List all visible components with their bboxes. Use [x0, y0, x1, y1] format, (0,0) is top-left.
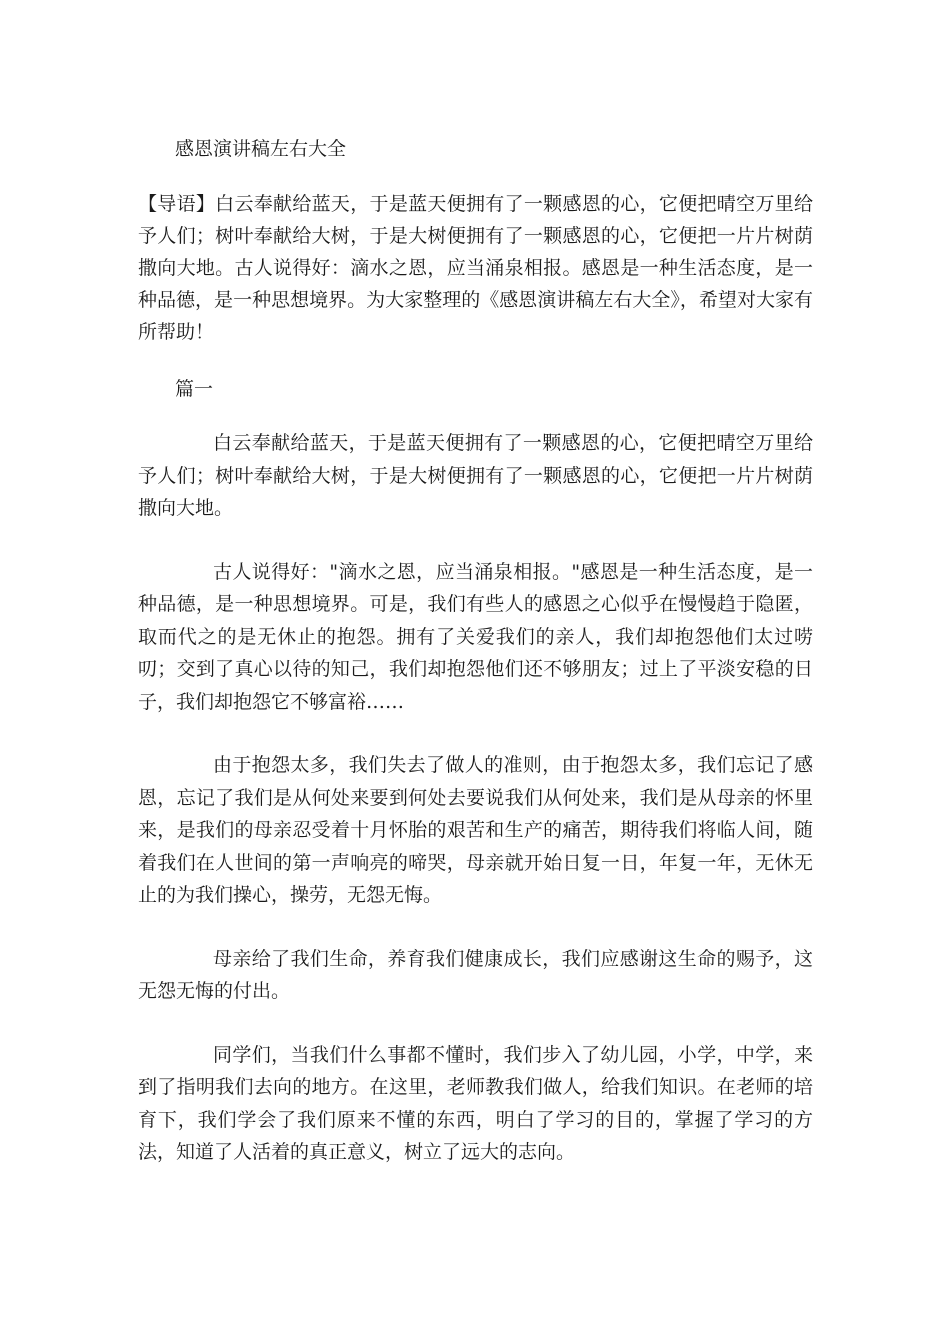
body-paragraph-4: 母亲给了我们生命，养育我们健康成长，我们应感谢这生命的赐予，这无怨无悔的付出。	[138, 947, 813, 1002]
body-paragraph-3: 由于抱怨太多，我们失去了做人的准则，由于抱怨太多，我们忘记了感恩，忘记了我们是从何处来要到何处去要说我们从何处来，我们是从母亲的怀里来，是我们的母亲忍受着十月怀胎的艰苦和生产的痛苦，期待我们将临人间，随着我们在人世间的第一声响亮的啼哭，母亲就开始日复一日，年复一年，无休无止的为我们操心，操劳，无怨无悔。	[138, 754, 813, 906]
body-paragraph-2: 古人说得好："滴水之恩，应当涌泉相报。"感恩是一种生活态度，是一种品德，是一种思想境界。可是，我们有些人的感恩之心似乎在慢慢趋于隐匿，取而代之的是无休止的抱怨。拥有了关爱我们的亲人，我们却抱怨他们太过唠叨；交到了真心以待的知己，我们却抱怨他们还不够朋友；过上了平淡安稳的日子，我们却抱怨它不够富裕……	[138, 560, 813, 713]
section-heading: 篇一	[175, 378, 214, 400]
body-paragraph-1: 白云奉献给蓝天，于是蓝天便拥有了一颗感恩的心，它便把晴空万里给予人们；树叶奉献给大树，于是大树便拥有了一颗感恩的心，它便把一片片树荫撒向大地。	[138, 432, 813, 519]
body-text	[138, 427, 813, 1200]
lead-paragraph: 【导语】白云奉献给蓝天，于是蓝天便拥有了一颗感恩的心，它便把晴空万里给予人们；树叶奉献给大树，于是大树便拥有了一颗感恩的心，它便把一片片树荫撒向大地。古人说得好：滴水之恩，应当涌泉相报。感恩是一种生活态度，是一种品德，是一种思想境界。为大家整理的《感恩演讲稿左右大全》，希望对大家有所帮助！	[138, 193, 813, 343]
body-paragraph-5: 同学们，当我们什么事都不懂时，我们步入了幼儿园，小学，中学，来到了指明我们去向的地方。在这里，老师教我们做人，给我们知识。在老师的培育下，我们学会了我们原来不懂的东西，明白了学习的目的，掌握了学习的方法，知道了人活着的真正意义，树立了远大的志向。	[138, 1043, 813, 1163]
document-title: 感恩演讲稿左右大全	[175, 138, 347, 160]
